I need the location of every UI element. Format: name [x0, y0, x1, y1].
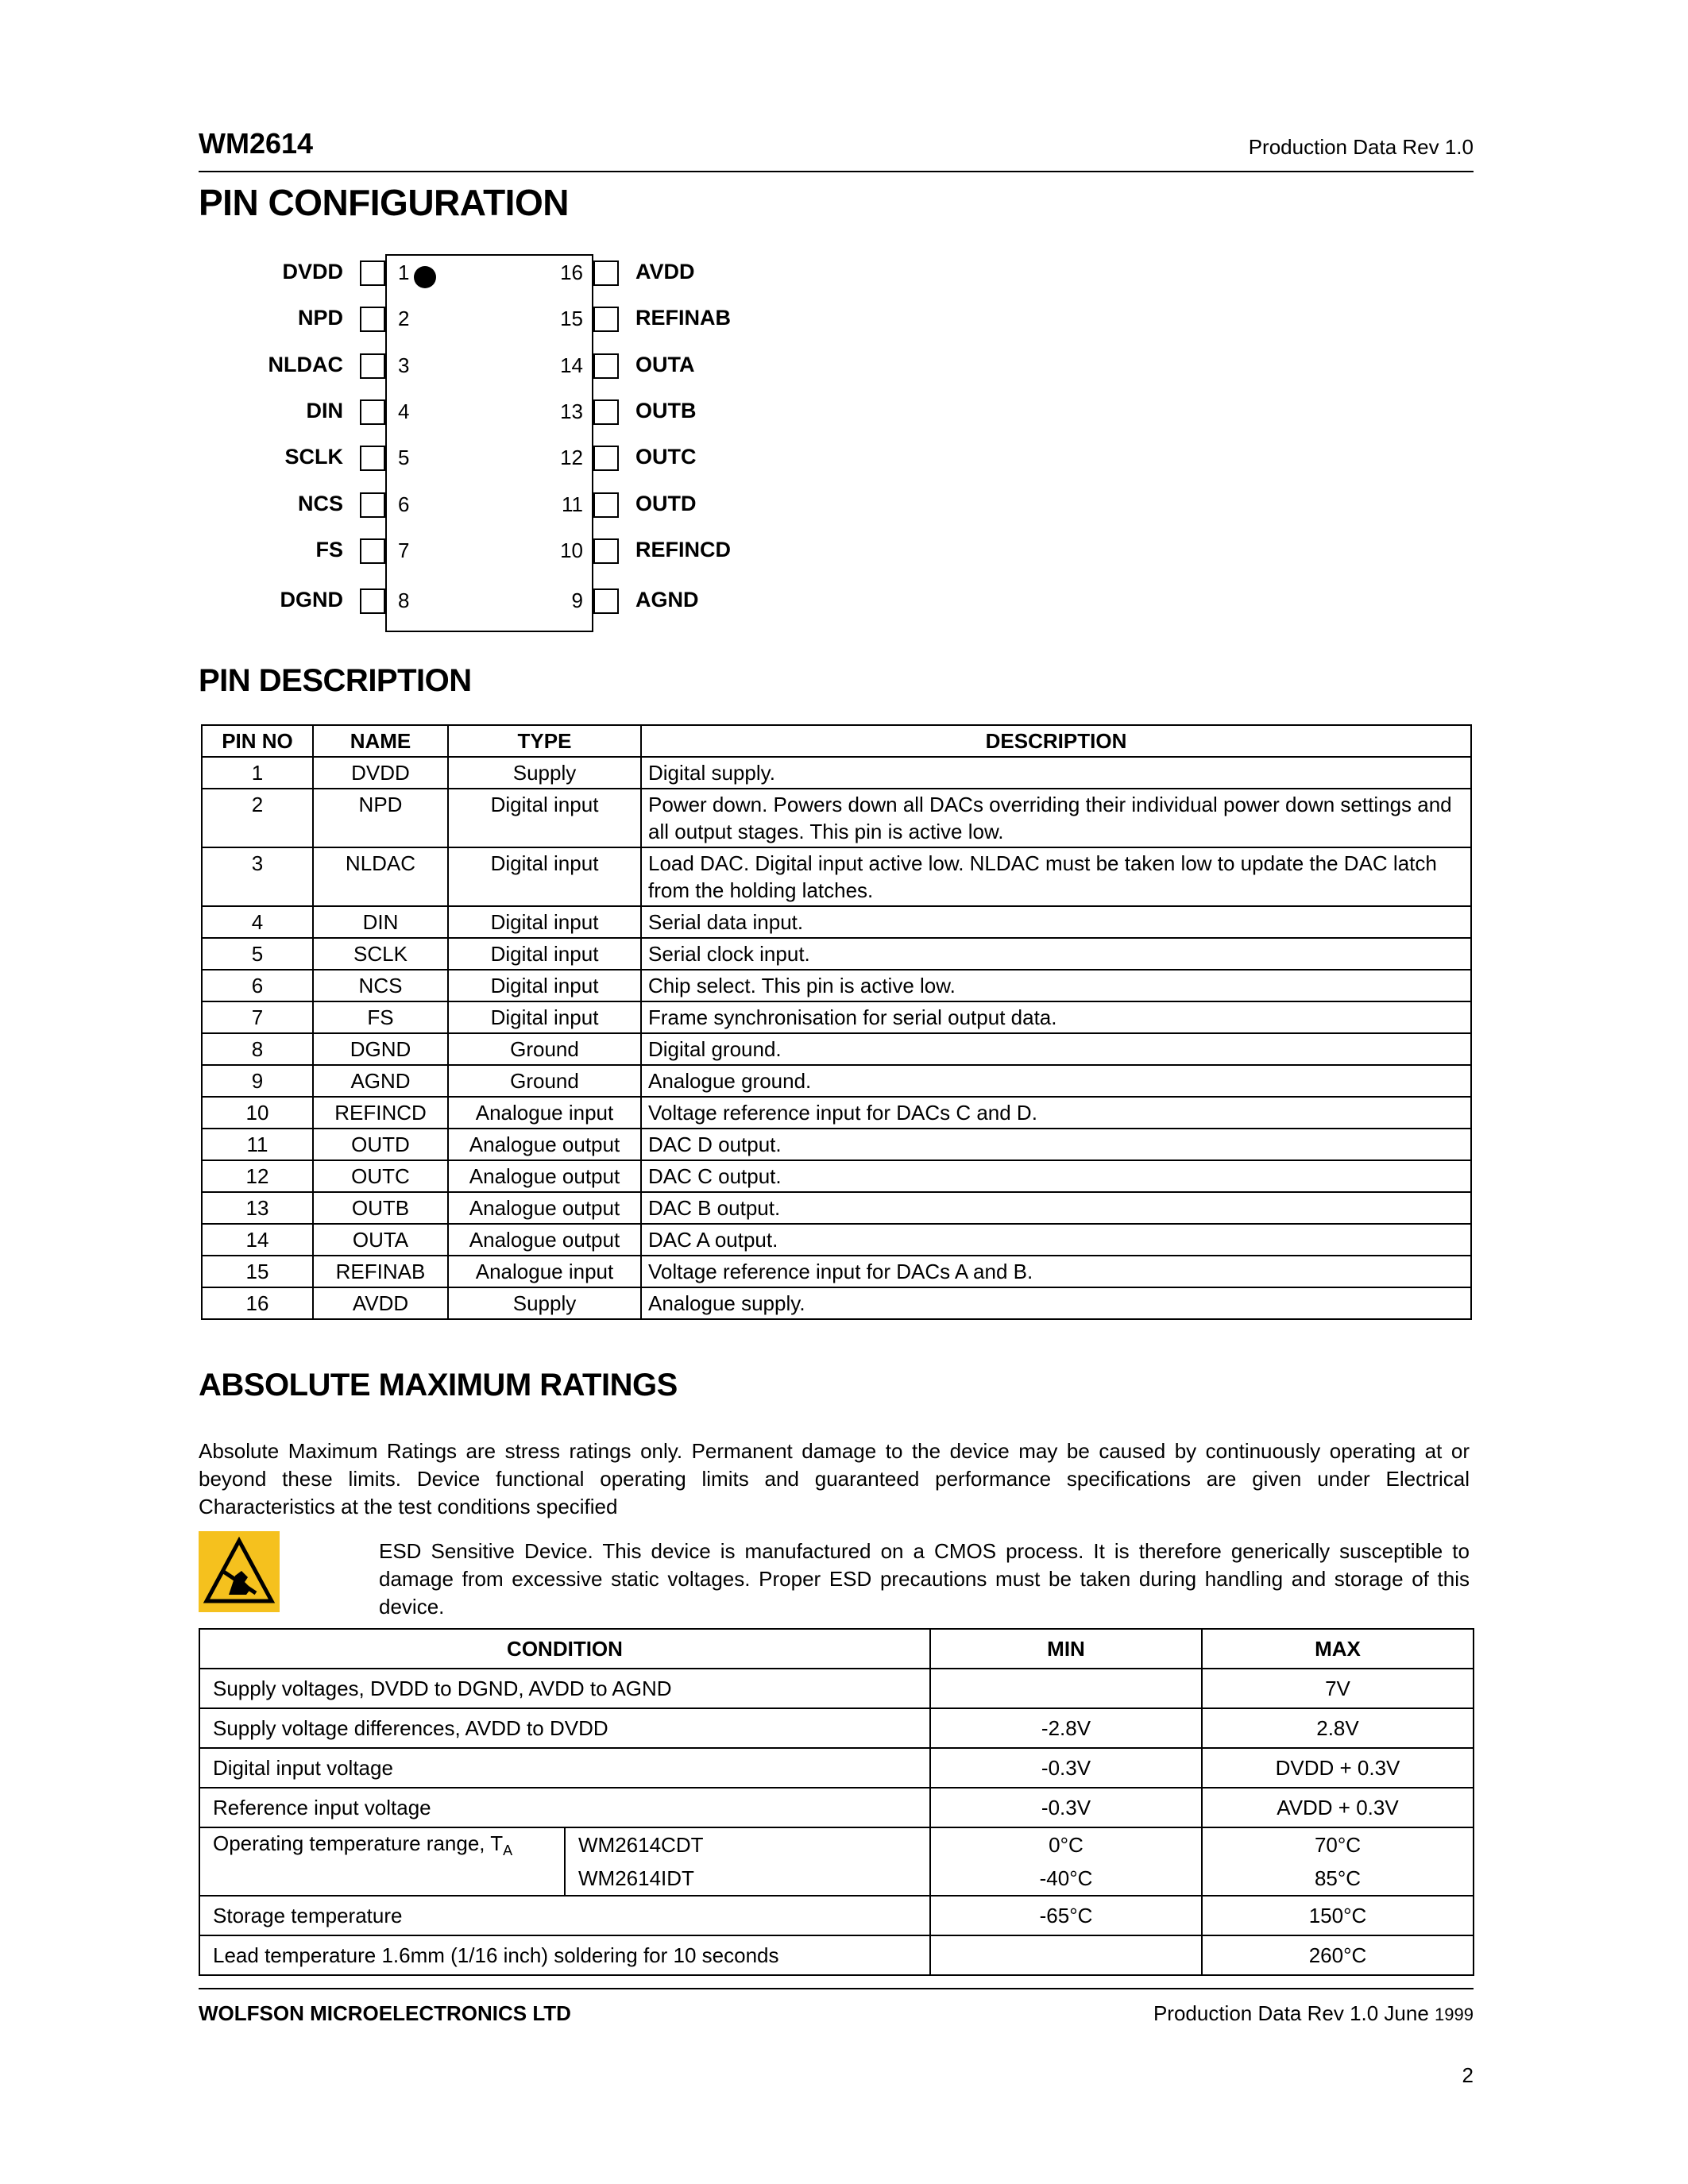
table-row [202, 970, 1471, 1001]
part-cell-line: WM2614IDT [578, 1866, 694, 1890]
pin-desc-cell: Serial clock input. [641, 938, 1471, 970]
pin-number: 3 [398, 353, 410, 377]
pin-label: DIN [306, 399, 343, 423]
pin-no-cell: 8 [202, 1033, 313, 1065]
footer-revision-text: Production Data Rev 1.0 June [1153, 2001, 1429, 2025]
condition-cell: Supply voltages, DVDD to DGND, AVDD to AGND [199, 1669, 930, 1708]
pin-name-cell: FS [313, 1001, 448, 1033]
pin-label: AVDD [635, 260, 695, 284]
pin-label: OUTB [635, 399, 697, 423]
table-row [202, 1192, 1471, 1224]
pin-type-cell: Analogue input [448, 1097, 641, 1129]
pin-desc-cell: DAC B output. [641, 1192, 1471, 1224]
min-cell [930, 1827, 1202, 1896]
table-row [202, 938, 1471, 970]
pin-name-cell: REFINCD [313, 1097, 448, 1129]
col-header-type: TYPE [448, 725, 641, 757]
part-cell [565, 1827, 930, 1896]
pin-label: DVDD [282, 260, 343, 284]
pin-lead [593, 260, 619, 286]
pin-type-cell: Digital input [448, 1001, 641, 1033]
col-header-name: NAME [313, 725, 448, 757]
table-row [199, 1935, 1474, 1975]
pin-type-cell: Analogue output [448, 1224, 641, 1256]
pin-number: 10 [560, 538, 583, 562]
pin-name-cell: NCS [313, 970, 448, 1001]
pin-type-cell: Digital input [448, 938, 641, 970]
pin-desc-cell: Digital supply. [641, 757, 1471, 789]
pin-number: 16 [560, 260, 583, 284]
pin-desc-cell: DAC C output. [641, 1160, 1471, 1192]
pin-lead [593, 538, 619, 564]
pin-no-cell: 6 [202, 970, 313, 1001]
pin1-indicator [414, 266, 436, 288]
table-row [202, 1160, 1471, 1192]
min-cell-line: 0°C [1049, 1833, 1083, 1857]
min-cell: -0.3V [930, 1788, 1202, 1827]
pin-number: 15 [560, 307, 583, 330]
abs-max-intro: Absolute Maximum Ratings are stress ratings only. Permanent damage to the device may be caused by continuously operating at or beyond these limits. Device functional operating limits and guaranteed performance specifications are given under Electrical Characteristics at the test conditions specified [199, 1439, 1470, 1518]
max-cell: 150°C [1202, 1896, 1474, 1935]
max-cell: 7V [1202, 1669, 1474, 1708]
table-row [202, 789, 1471, 847]
min-cell-line: -40°C [1039, 1866, 1093, 1890]
pin-type-cell: Analogue input [448, 1256, 641, 1287]
table-row [202, 1256, 1471, 1287]
pin-label: REFINCD [635, 538, 731, 561]
footer-year: 1999 [1435, 2005, 1474, 2024]
table-row [199, 1708, 1474, 1748]
pin-config-heading: PIN CONFIGURATION [199, 182, 569, 223]
pin-type-cell: Analogue output [448, 1192, 641, 1224]
max-cell: AVDD + 0.3V [1202, 1788, 1474, 1827]
pin-type-cell: Digital input [448, 789, 641, 847]
table-row [202, 847, 1471, 906]
table-row [199, 1669, 1474, 1708]
pin-lead [360, 446, 385, 471]
pin-label: DGND [280, 588, 343, 612]
max-cell: DVDD + 0.3V [1202, 1748, 1474, 1788]
condition-cell: Storage temperature [199, 1896, 930, 1935]
max-cell [1202, 1827, 1474, 1896]
page-number: 2 [1462, 2063, 1474, 2087]
pin-number: 5 [398, 446, 410, 469]
table-row [199, 1748, 1474, 1788]
min-cell: -65°C [930, 1896, 1202, 1935]
footer-revision [1153, 2001, 1474, 2026]
pin-no-cell: 12 [202, 1160, 313, 1192]
part-number: WM2614 [199, 127, 314, 160]
pin-desc-cell: Analogue supply. [641, 1287, 1471, 1319]
esd-warning-icon [199, 1531, 280, 1612]
col-header-description: DESCRIPTION [641, 725, 1471, 757]
pin-type-cell: Supply [448, 1287, 641, 1319]
abs-max-heading: ABSOLUTE MAXIMUM RATINGS [199, 1368, 678, 1403]
pin-no-cell: 7 [202, 1001, 313, 1033]
footer-rule [199, 1988, 1474, 1989]
pin-label: REFINAB [635, 306, 731, 330]
pin-number: 7 [398, 538, 410, 562]
pin-no-cell: 11 [202, 1129, 313, 1160]
pin-number: 4 [398, 399, 410, 423]
revision-label: Production Data Rev 1.0 [1248, 135, 1474, 159]
pin-no-cell: 1 [202, 757, 313, 789]
max-cell-line: 70°C [1314, 1833, 1362, 1857]
pin-lead [593, 446, 619, 471]
min-cell: -0.3V [930, 1748, 1202, 1788]
pin-name-cell: OUTB [313, 1192, 448, 1224]
pin-no-cell: 10 [202, 1097, 313, 1129]
pin-name-cell: OUTD [313, 1129, 448, 1160]
table-row [202, 757, 1471, 789]
pin-label: AGND [635, 588, 699, 612]
pin-name-cell: SCLK [313, 938, 448, 970]
col-header-pin-no: PIN NO [202, 725, 313, 757]
abs-max-table [199, 1628, 1474, 1976]
col-header-max: MAX [1202, 1629, 1474, 1669]
pin-number: 11 [562, 492, 583, 516]
pin-lead [360, 399, 385, 425]
pin-no-cell: 16 [202, 1287, 313, 1319]
table-row-temp-range [199, 1827, 1474, 1896]
pin-label: OUTA [635, 353, 695, 376]
pin-type-cell: Analogue output [448, 1129, 641, 1160]
pin-desc-cell: Voltage reference input for DACs C and D. [641, 1097, 1471, 1129]
pin-label: OUTC [635, 445, 697, 469]
pin-label: FS [315, 538, 343, 561]
pin-name-cell: DIN [313, 906, 448, 938]
pin-desc-cell: Digital ground. [641, 1033, 1471, 1065]
pin-no-cell: 3 [202, 847, 313, 906]
pin-number: 8 [398, 588, 410, 612]
pin-label: NLDAC [268, 353, 343, 376]
pin-lead [593, 399, 619, 425]
temp-condition-label: Operating temperature range, T [213, 1831, 504, 1855]
pin-no-cell: 5 [202, 938, 313, 970]
pin-no-cell: 9 [202, 1065, 313, 1097]
pin-no-cell: 4 [202, 906, 313, 938]
pin-name-cell: NPD [313, 789, 448, 847]
pin-number: 2 [398, 307, 410, 330]
esd-notice: ESD Sensitive Device. This device is manufactured on a CMOS process. It is therefore generically susceptible to damage from excessive static voltages. Proper ESD precautions must be taken during handling and storage of this device. [379, 1539, 1470, 1619]
table-row [202, 1287, 1471, 1319]
pin-number: 6 [398, 492, 410, 516]
pin-type-cell: Supply [448, 757, 641, 789]
pin-name-cell: AGND [313, 1065, 448, 1097]
min-cell [930, 1935, 1202, 1975]
pin-desc-cell: Frame synchronisation for serial output data. [641, 1001, 1471, 1033]
table-row [202, 1001, 1471, 1033]
table-row [202, 1065, 1471, 1097]
table-row [202, 906, 1471, 938]
pin-name-cell: AVDD [313, 1287, 448, 1319]
pin-type-cell: Ground [448, 1033, 641, 1065]
pin-no-cell: 13 [202, 1192, 313, 1224]
table-row [199, 1788, 1474, 1827]
pin-lead [360, 538, 385, 564]
pin-no-cell: 15 [202, 1256, 313, 1287]
pin-lead [593, 307, 619, 332]
pin-lead [593, 588, 619, 614]
pin-lead [360, 588, 385, 614]
pin-desc-cell: Serial data input. [641, 906, 1471, 938]
condition-cell: Digital input voltage [199, 1748, 930, 1788]
pin-lead [360, 492, 385, 518]
min-cell [930, 1669, 1202, 1708]
pin-lead [593, 492, 619, 518]
pin-desc-cell: Load DAC. Digital input active low. NLDAC must be taken low to update the DAC latch from the holding latches. [641, 847, 1471, 906]
pin-description-table [201, 724, 1472, 1320]
col-header-condition: CONDITION [199, 1629, 930, 1669]
condition-cell: Reference input voltage [199, 1788, 930, 1827]
table-row [202, 1097, 1471, 1129]
pin-desc-cell: Voltage reference input for DACs A and B. [641, 1256, 1471, 1287]
pin-name-cell: REFINAB [313, 1256, 448, 1287]
pin-name-cell: NLDAC [313, 847, 448, 906]
pin-desc-cell: Analogue ground. [641, 1065, 1471, 1097]
col-header-min: MIN [930, 1629, 1202, 1669]
temp-subscript: A [503, 1843, 513, 1859]
condition-cell: Supply voltage differences, AVDD to DVDD [199, 1708, 930, 1748]
pin-lead [360, 260, 385, 286]
min-cell: -2.8V [930, 1708, 1202, 1748]
pin-desc-cell: Power down. Powers down all DACs overriding their individual power down settings and all output stages. This pin is active low. [641, 789, 1471, 847]
pin-no-cell: 14 [202, 1224, 313, 1256]
pin-number: 9 [571, 588, 583, 612]
pin-name-cell: DVDD [313, 757, 448, 789]
max-cell-line: 85°C [1314, 1866, 1362, 1890]
pin-number: 12 [560, 446, 583, 469]
table-row [202, 1129, 1471, 1160]
pin-desc-cell: DAC A output. [641, 1224, 1471, 1256]
pin-number: 13 [560, 399, 583, 423]
pin-label: OUTD [635, 492, 697, 515]
pin-name-cell: OUTA [313, 1224, 448, 1256]
pin-desc-cell: Chip select. This pin is active low. [641, 970, 1471, 1001]
pin-label: SCLK [284, 445, 343, 469]
max-cell: 2.8V [1202, 1708, 1474, 1748]
table-row [202, 1033, 1471, 1065]
max-cell: 260°C [1202, 1935, 1474, 1975]
header-rule [199, 171, 1474, 172]
pin-number: 14 [560, 353, 583, 377]
table-row [199, 1896, 1474, 1935]
pin-lead [360, 307, 385, 332]
pin-type-cell: Digital input [448, 847, 641, 906]
pin-type-cell: Analogue output [448, 1160, 641, 1192]
pin-lead [593, 353, 619, 379]
pin-name-cell: DGND [313, 1033, 448, 1065]
pin-lead [360, 353, 385, 379]
condition-cell: Lead temperature 1.6mm (1/16 inch) soldering for 10 seconds [199, 1935, 930, 1975]
company-name: WOLFSON MICROELECTRONICS LTD [199, 2001, 571, 2025]
part-cell-line: WM2614CDT [578, 1833, 704, 1857]
pin-type-cell: Ground [448, 1065, 641, 1097]
pin-number: 1 [398, 260, 410, 284]
pin-desc-heading: PIN DESCRIPTION [199, 663, 472, 698]
pin-desc-cell: DAC D output. [641, 1129, 1471, 1160]
pin-name-cell: OUTC [313, 1160, 448, 1192]
pin-label: NCS [297, 492, 343, 515]
table-row [202, 1224, 1471, 1256]
pin-no-cell: 2 [202, 789, 313, 847]
pin-label: NPD [297, 306, 343, 330]
condition-cell [199, 1827, 565, 1896]
pin-type-cell: Digital input [448, 906, 641, 938]
pin-type-cell: Digital input [448, 970, 641, 1001]
